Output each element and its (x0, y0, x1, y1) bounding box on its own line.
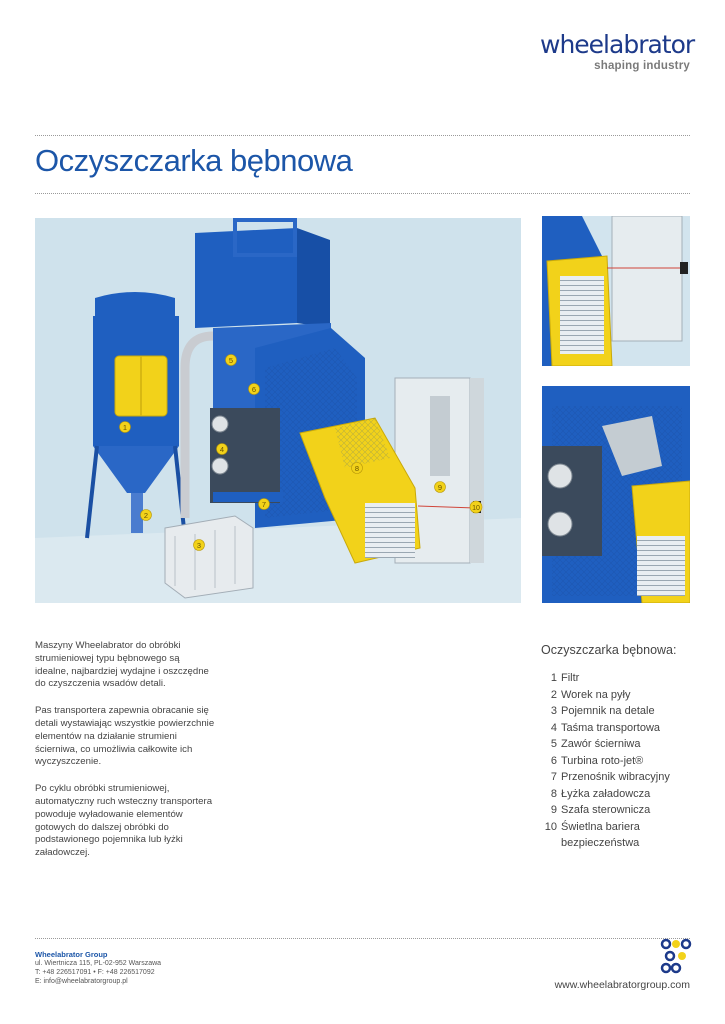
footer-contact (35, 950, 161, 986)
parts-title: Oczyszczarka bębnowa: (541, 643, 677, 657)
brand-tagline: shaping industry (594, 60, 690, 72)
callout-5: 5 (228, 356, 234, 365)
callout-10: 10 (472, 505, 480, 512)
callout-6: 6 (251, 385, 257, 394)
detail-image-blast-chamber (542, 386, 690, 603)
parts-item: 3 Pojemnik na detale (550, 705, 655, 717)
parts-item: 7 Przenośnik wibracyjny (550, 771, 670, 783)
footer-website[interactable]: www.wheelabratorgroup.com (554, 979, 690, 991)
brand-name: wheelabrator (540, 30, 695, 59)
machine-drawing (35, 218, 521, 603)
parts-item: 2 Worek na pyły (550, 688, 631, 701)
callout-2: 2 (143, 511, 149, 520)
parts-item: 10 Świetlna bariera bezpieczeństwa (544, 820, 640, 849)
parts-item: 4 Taśma transportowa (550, 721, 661, 734)
description (35, 640, 215, 874)
footer-address: ul. Wiertnicza 115, PL-02-952 Warszawa (35, 960, 162, 967)
description-paragraph: Maszyny Wheelabrator do obróbki strumieniowej typu bębnowego są idealne, najbardziej wydajne i oszczędne do czyszczenia wsadów detali. (35, 640, 209, 690)
parts-item: 6 Turbina roto-jet® (550, 754, 644, 767)
parts-item: 1 Filtr (550, 672, 580, 684)
callout-4: 4 (219, 445, 225, 454)
machine-illustration (35, 218, 521, 603)
description-paragraph: Po cyklu obróbki strumieniowej, automatyczny ruch wsteczny transportera powoduje wyładowanie elementów gotowych do dalszej obróbki do podstawionego pojemnika lub łyżki załadowczej. (35, 783, 213, 859)
footer-company: Wheelabrator Group (35, 950, 108, 959)
page-title: Oczyszczarka bębnowa (35, 143, 353, 178)
group-emblem-icon (660, 938, 692, 979)
callout-1: 1 (122, 423, 128, 432)
divider-title (35, 193, 690, 194)
callout-9: 9 (437, 483, 443, 492)
parts-item: 5 Zawór ścierniwa (550, 738, 641, 750)
divider-top (35, 135, 690, 136)
parts-item: 8 Łyżka załadowcza (550, 787, 651, 800)
callout-8: 8 (354, 464, 360, 473)
footer-email[interactable]: E: info@wheelabratorgroup.pl (35, 978, 128, 985)
detail-image-loader (542, 216, 690, 366)
parts-legend (541, 643, 701, 852)
callout-7: 7 (261, 500, 267, 509)
parts-item: 9 Szafa sterownicza (550, 804, 651, 816)
callout-3: 3 (196, 541, 202, 550)
description-paragraph: Pas transportera zapewnia obracanie się detali wystawiając wszystkie powierzchnie elementów na działanie strumieni ścierniwa, co umożliwia całkowite ich wyczyszczenie. (35, 705, 215, 768)
divider-footer (35, 938, 690, 939)
footer-phone: T: +48 226517091 • F: +48 226517092 (35, 969, 155, 976)
brand-logo (540, 30, 695, 72)
